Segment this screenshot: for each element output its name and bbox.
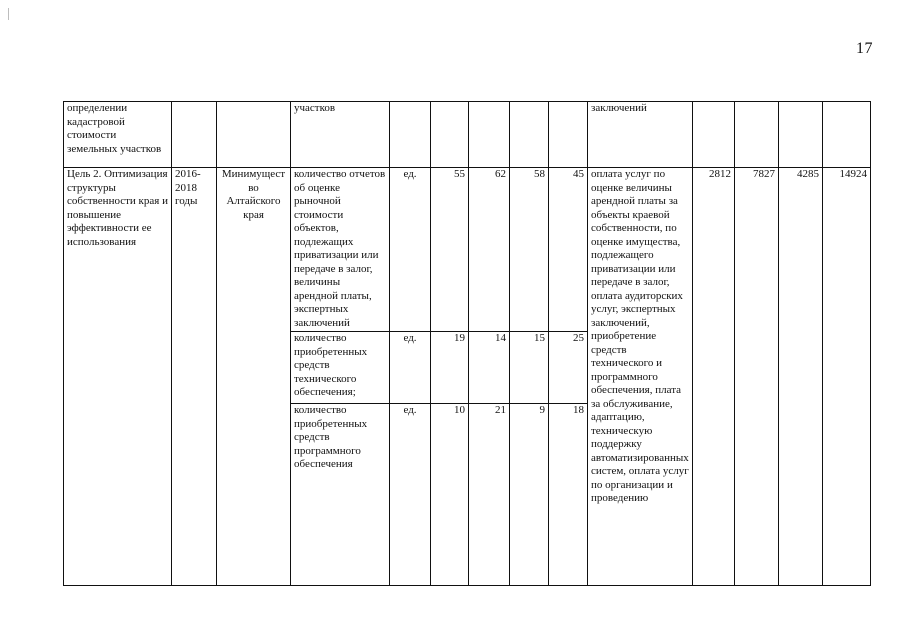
indicator-value: 14 bbox=[469, 332, 510, 404]
indicator-value: 18 bbox=[549, 404, 588, 586]
indicator-value: 9 bbox=[510, 404, 549, 586]
goal-cell: Цель 2. Оптимизация структуры собственности края и повышение эффективности ее использования bbox=[64, 168, 172, 586]
table-row bbox=[64, 102, 871, 168]
indicator-value: 25 bbox=[549, 332, 588, 404]
indicator-unit: ед. bbox=[390, 332, 431, 404]
indicator-name: количество приобретенных средств технического обеспечения; bbox=[291, 332, 390, 404]
indicator-value: 62 bbox=[469, 168, 510, 332]
indicator-value: 19 bbox=[431, 332, 469, 404]
indicator-value: 10 bbox=[431, 404, 469, 586]
indicator-unit: ед. bbox=[390, 404, 431, 586]
program-table bbox=[63, 101, 871, 586]
indicator-cell-continued: участков bbox=[291, 102, 390, 168]
indicator-value: 58 bbox=[510, 168, 549, 332]
measure-cell: оплата услуг по оценке величины арендной платы за объекты краевой собственности, по оценке имущества, подлежащего приватизации или передаче в залог, оплата аудиторских услуг, экспертных заключений, приобретение средств технического и программного обеспечения, плата за обслуживание, адаптацию, техническую поддержку автоматизированных систем, оплата услуг по организации и проведению bbox=[588, 168, 693, 586]
finance-value: 2812 bbox=[693, 168, 735, 586]
finance-value: 14924 bbox=[823, 168, 871, 586]
period-cell: 2016-2018 годы bbox=[172, 168, 217, 586]
indicator-unit: ед. bbox=[390, 168, 431, 332]
indicator-value: 21 bbox=[469, 404, 510, 586]
indicator-value: 45 bbox=[549, 168, 588, 332]
page-number: 17 bbox=[856, 40, 873, 57]
finance-value: 7827 bbox=[735, 168, 779, 586]
indicator-value: 55 bbox=[431, 168, 469, 332]
table-row bbox=[64, 168, 871, 332]
indicator-value: 15 bbox=[510, 332, 549, 404]
indicator-name: количество отчетов об оценке рыночной стоимости объектов, подлежащих приватизации или передаче в залог, величины арендной платы, экспертных заключений bbox=[291, 168, 390, 332]
finance-value: 4285 bbox=[779, 168, 823, 586]
indicator-name: количество приобретенных средств программного обеспечения bbox=[291, 404, 390, 586]
goal-cell-continued: определении кадастровой стоимости земельных участков bbox=[64, 102, 172, 168]
measure-cell-continued: заключений bbox=[588, 102, 693, 168]
executor-cell: Минимущество Алтайского края bbox=[217, 168, 291, 586]
scan-mark bbox=[8, 8, 9, 20]
